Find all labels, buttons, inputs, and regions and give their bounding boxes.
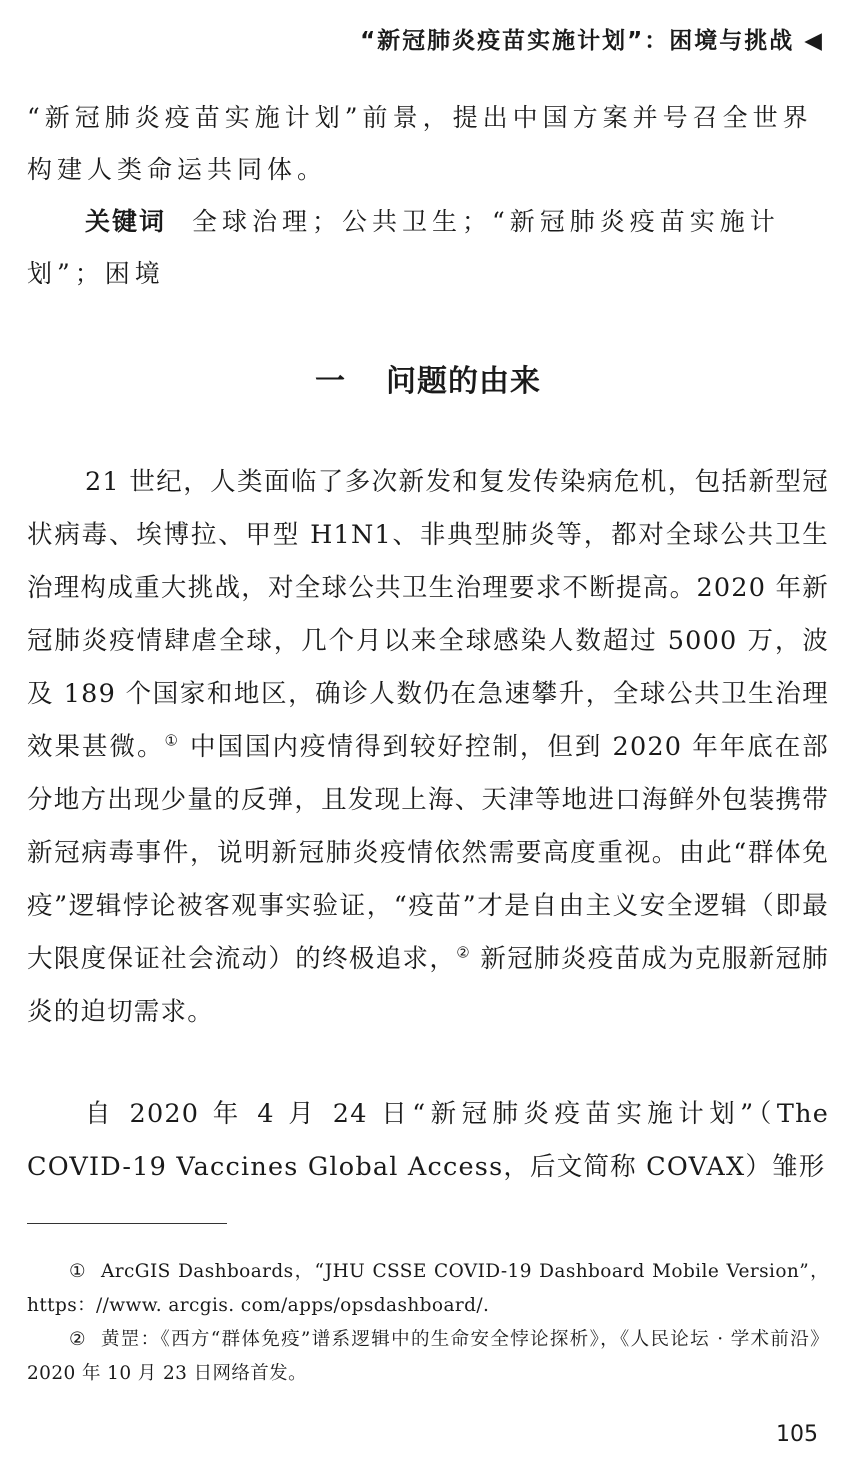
keywords — [27, 196, 829, 300]
para1-text-a: 21 世纪，人类面临了多次新发和复发传染病危机，包括新型冠状病毒、埃博拉、甲型 H1N1、非典型肺炎等，都对全球公共卫生治理构成重大挑战，对全球公共卫生治理要求不断提高。2020 年新冠肺炎疫情肆虐全球，几个月以来全球感染人数超过 5000 万，波及 189 个国家和地区，确诊人数仍在急速攀升，全球公共卫生治理效果甚微。 — [27, 467, 829, 762]
para1-text-b: 中国国内疫情得到较好控制，但到 2020 年年底在部分地方出现少量的反弹，且发现上海、天津等地进口海鲜外包装携带新冠病毒事件，说明新冠肺炎疫情依然需要高度重视。由此“群体免疫”逻辑悖论被客观事实验证，“疫苗”才是自由主义安全逻辑（即最大限度保证社会流动）的终极追求， — [27, 732, 829, 974]
footnote-1 — [27, 1255, 829, 1323]
para1-text-c: 新冠肺炎疫苗成为克服新冠肺炎的迫切需求。 — [27, 944, 829, 1027]
footnote-ref-1[interactable]: ① — [164, 731, 180, 750]
keywords-label: 关键词 — [85, 207, 167, 236]
footnote-divider — [27, 1223, 227, 1224]
footnote-1-text: ArcGIS Dashboards，“JHU CSSE COVID-19 Dashboard Mobile Version”，https：//www. arcgis. com/apps/opsdashboard/. — [27, 1261, 829, 1316]
body-paragraph-2: 自 2020 年 4 月 24 日“新冠肺炎疫苗实施计划”（The COVID-19 Vaccines Global Access，后文简称 COVAX）雏形 — [27, 1099, 829, 1182]
section-title: 问题的由来 — [386, 364, 541, 399]
running-header: “新冠肺炎疫苗实施计划”：困境与挑战 ◀ — [360, 28, 824, 54]
footnote-1-mark: ① — [69, 1261, 88, 1282]
footnote-2 — [27, 1323, 829, 1391]
section-heading — [0, 356, 856, 400]
footnote-ref-2[interactable]: ② — [456, 943, 471, 962]
footnote-2-text: 黄罡：《西方“群体免疫”谱系逻辑中的生命安全悖论探析》，《人民论坛 · 学术前沿》2020 年 10 月 23 日网络首发。 — [27, 1329, 829, 1384]
keywords-text: 全球治理；公共卫生；“新冠肺炎疫苗实施计划”；困境 — [27, 207, 780, 288]
page-number: 105 — [776, 1422, 818, 1447]
abstract-tail: “新冠肺炎疫苗实施计划”前景，提出中国方案并号召全世界构建人类命运共同体。 — [27, 103, 813, 184]
section-number: 一 — [315, 364, 346, 399]
body-paragraph-1 — [27, 456, 829, 1039]
footnote-2-mark: ② — [69, 1329, 87, 1350]
